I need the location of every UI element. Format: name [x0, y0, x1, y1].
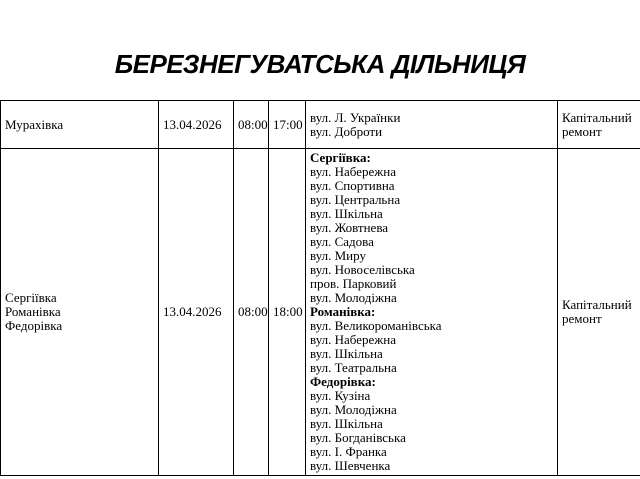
- locations-cell: [1, 101, 159, 149]
- work-type-cell: Капітальний ремонт: [558, 149, 640, 476]
- work-type-cell: Капітальний ремонт: [558, 101, 640, 149]
- street-name: вул. Шкільна: [310, 416, 383, 431]
- page-title: БЕРЕЗНЕГУВАТСЬКА ДІЛЬНИЦЯ: [114, 49, 526, 79]
- street-name: вул. Набережна: [310, 332, 396, 347]
- street-name: вул. Садова: [310, 234, 374, 249]
- date-cell: 13.04.2026: [159, 101, 234, 149]
- schedule-row: [1, 149, 640, 476]
- settlement-header: Романівка:: [310, 304, 376, 319]
- street-name: вул. Кузіна: [310, 388, 371, 403]
- date-cell: 13.04.2026: [159, 149, 234, 476]
- street-name: пров. Парковий: [310, 276, 397, 291]
- location-name: Мурахівка: [5, 116, 64, 132]
- street-name: вул. Шкільна: [310, 206, 383, 221]
- street-name: вул. Миру: [310, 248, 366, 263]
- street-name: вул. Спортивна: [310, 178, 395, 193]
- schedule-body: [1, 101, 640, 476]
- end-time-cell: 17:00: [269, 101, 306, 149]
- end-time-cell: 18:00: [269, 149, 306, 476]
- settlement-header: Федорівка:: [310, 374, 376, 389]
- settlement-header: Сергіївка:: [310, 150, 371, 165]
- street-name: вул. Л. Українки: [310, 109, 401, 125]
- street-name: вул. Театральна: [310, 360, 397, 375]
- location-name: Романівка: [5, 304, 61, 319]
- street-name: вул. І. Франка: [310, 444, 387, 459]
- street-name: вул. Великороманівська: [310, 318, 442, 333]
- street-name: вул. Шевченка: [310, 458, 391, 473]
- street-name: вул. Центральна: [310, 192, 401, 207]
- street-name: вул. Жовтнева: [310, 220, 389, 235]
- street-name: вул. Новоселівська: [310, 262, 415, 277]
- street-name: вул. Молодіжна: [310, 290, 397, 305]
- street-name: вул. Молодіжна: [310, 402, 397, 417]
- street-name: вул. Доброти: [310, 123, 383, 139]
- schedule-row: [1, 101, 640, 149]
- street-name: вул. Шкільна: [310, 346, 383, 361]
- streets-cell: [306, 149, 558, 476]
- outage-schedule-table: [0, 100, 640, 476]
- street-name: вул. Богданівська: [310, 430, 406, 445]
- streets-cell: [306, 101, 558, 149]
- locations-cell: [1, 149, 159, 476]
- street-name: вул. Набережна: [310, 164, 396, 179]
- location-name: Сергіївка: [5, 290, 57, 305]
- start-time-cell: 08:00: [234, 149, 269, 476]
- start-time-cell: 08:00: [234, 101, 269, 149]
- location-name: Федорівка: [5, 318, 63, 333]
